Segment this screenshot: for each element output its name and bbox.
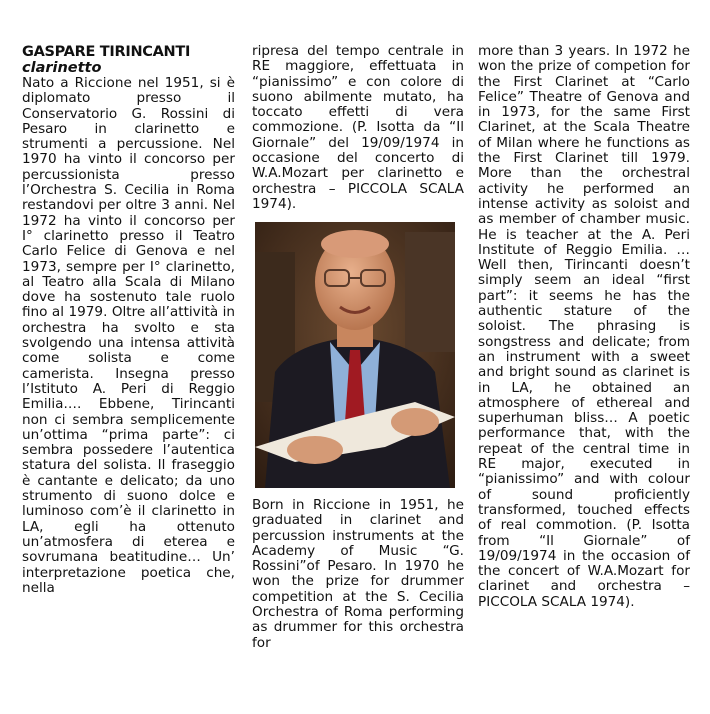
italian-biography-continued: ripresa del tempo centrale in RE maggiore, effettuata in “pianissimo” e con colore di suono abilmente mutato, ha toccato effetti di vera commozione. (P. Isotta da “Il Giornale” del 19/09/1974 in occasione del concerto di W.A.Mozart per clarinetto e orchestra – PICCOLA SCALA 1974). [252, 43, 464, 212]
italian-continuation-column [252, 44, 464, 212]
english-biography: Born in Riccione in 1951, he graduated in clarinet and percussion instruments at the Academy of Music “G. Rossini”of Pesaro. In 1970 he won the prize for drummer competition at the S. Cecilia Orchestra of Roma performing as drummer for this orchestra for [252, 497, 464, 651]
english-column [252, 498, 464, 651]
english-continuation-column [478, 44, 690, 610]
musician-role: clarinetto [22, 60, 102, 76]
english-biography-continued: more than 3 years. In 1972 he won the prize of competion for the First Clarinet at “Carlo Felice” Theatre of Genova and in 1973, for the same First Clarinet, at the Scala Theatre of Milan where he functions as the First Clarinet till 1979. More than the orchestral activity he performed an intense activity as soloist and as member of chamber music. He is teacher at the A. Peri Institute of Reggio Emilia. … Well then, Tirincanti doesn’t simply seem an ideal “first part”: it seems he has the authentic stature of the soloist. The phrasing is songstress and delicate; from an instrument with a sweet and bright sound as clarinet is in LA, he obtained an atmosphere of ethereal and superhuman bliss… A poetic performance that, with the repeat of the central time in RE major, executed in “pianissimo” and with colour of sound proficiently transformed, touched effects of real commotion. (P. Isotta from “Il Giornale” of 19/09/1974 in the occasion of the concert of W.A.Mozart for clarinet and orchestra – PICCOLA SCALA 1974). [478, 43, 690, 610]
italian-column [22, 44, 235, 596]
portrait-photo [255, 222, 455, 488]
italian-biography: Nato a Riccione nel 1951, si è diplomato presso il Conservatorio G. Rossini di Pesaro in clarinetto e strumenti a percussione. Nel 1970 ha vinto il concorso per percussionista presso l’Orchestra S. Cecilia in Roma restandovi per oltre 3 anni. Nel 1972 ha vinto il concorso per I° clarinetto presso il Teatro Carlo Felice di Genova e nel 1973, sempre per I° clarinetto, al Teatro alla Scala di Milano dove ha sostenuto tale ruolo fino al 1979. Oltre all’attività in orchestra ha svolto e sta svolgendo una intensa attività come solista e come camerista. Insegna presso l’Istituto A. Peri di Reggio Emilia.… Ebbene, Tirincanti non ci sembra semplicemente un’ottima “prima parte”: ci sembra possedere l’autentica statura del solista. Il fraseggio è cantante e delicato; da uno strumento di suono dolce e luminoso com’è il clarinetto in LA, egli ha ottenuto un’atmosfera di eterea e sovrumana beatitudine… Un’ interpretazione poetica che, nella [22, 75, 235, 596]
portrait-image [255, 222, 455, 488]
musician-name: GASPARE TIRINCANTI [22, 44, 191, 60]
